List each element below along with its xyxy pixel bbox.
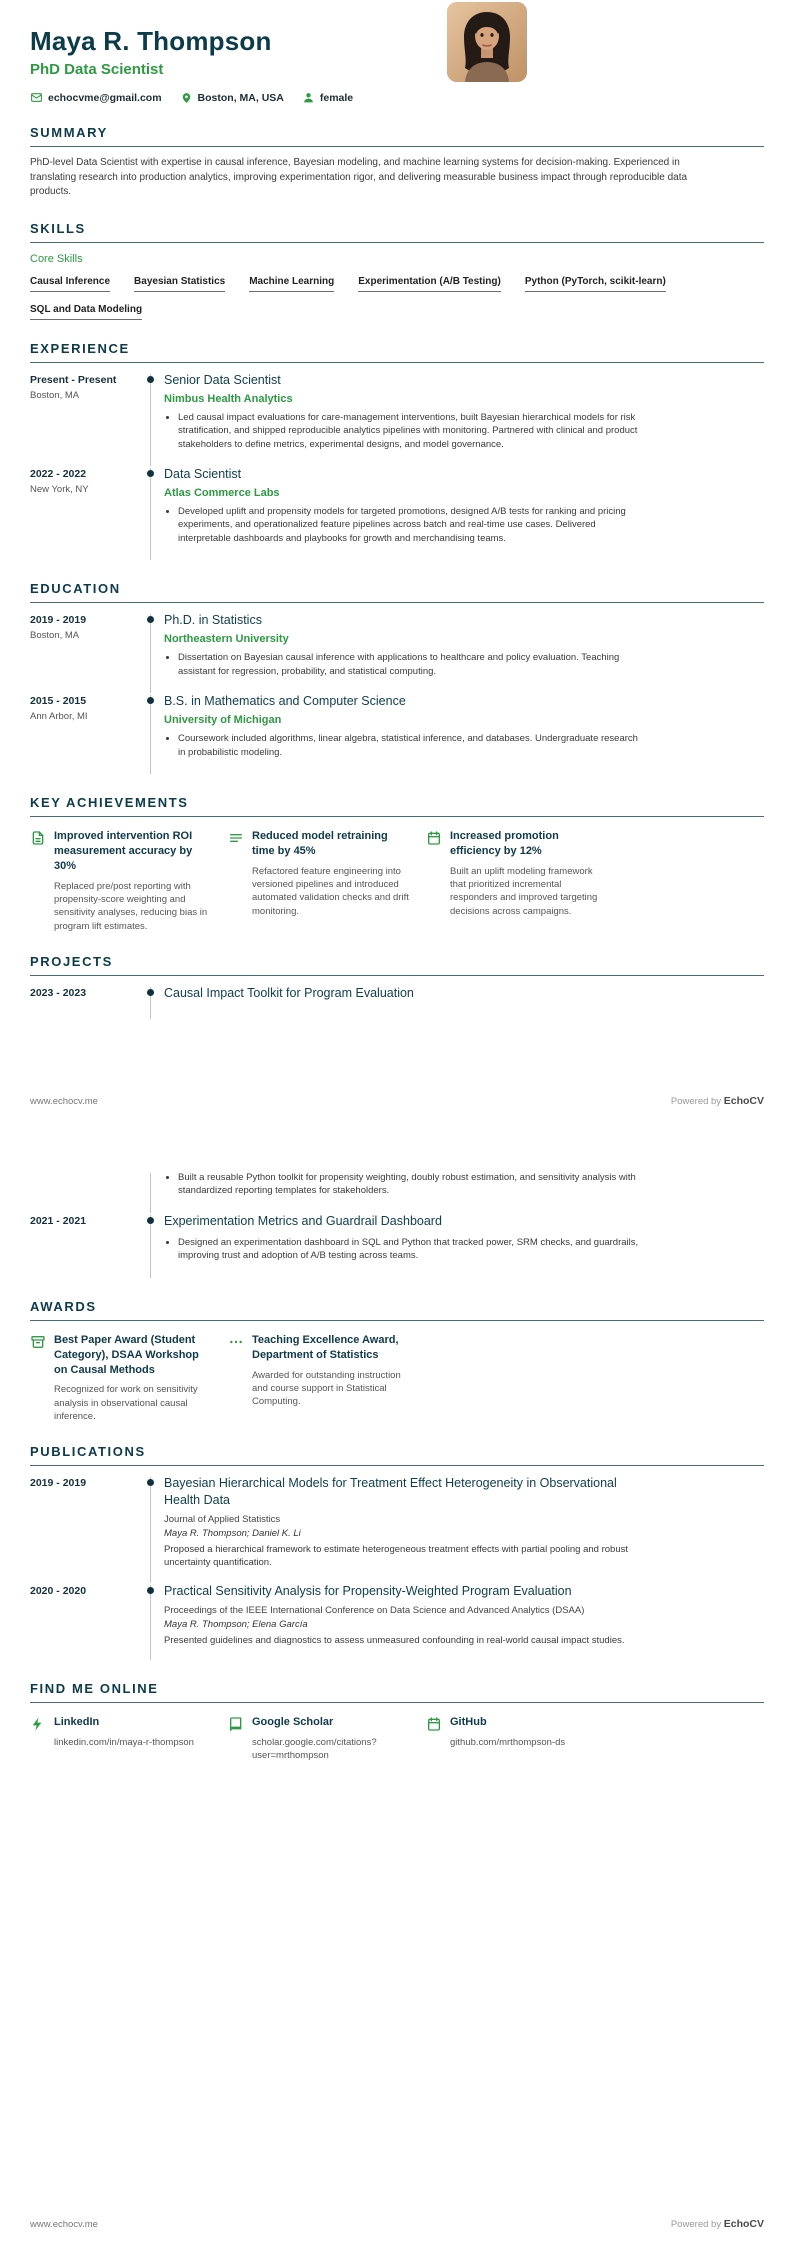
- skill-item: Machine Learning: [249, 276, 334, 292]
- lines-icon: [228, 829, 244, 933]
- online-grid: [30, 1715, 764, 1762]
- timeline-dot: [147, 1217, 154, 1224]
- company-name: Nimbus Health Analytics: [164, 392, 293, 405]
- degree-title: B.S. in Mathematics and Computer Science: [164, 694, 406, 709]
- footer-brand-link[interactable]: EchoCV: [723, 1095, 764, 1107]
- bullet: • Designed an experimentation dashboard in SQL and Python that tracked power, SRM checks, and guardrails, improving trust and adoption of A/B testing across teams.: [178, 1236, 642, 1263]
- page-footer: [30, 1095, 764, 1107]
- section-publications: [30, 1444, 764, 1660]
- portrait-illustration: [447, 2, 527, 82]
- award-title: Best Paper Award (Student Category), DSAA Workshop on Causal Methods: [54, 1333, 199, 1376]
- mail-icon: [30, 91, 43, 104]
- achievement-card: [228, 829, 410, 933]
- entry-dates: 2023 - 2023: [30, 986, 87, 999]
- experience-entry: [30, 466, 764, 560]
- person-name: Maya R. Thompson: [30, 26, 272, 56]
- entry-dates: 2019 - 2019: [30, 614, 87, 627]
- bullet: • Led causal impact evaluations for care-management interventions, built Bayesian hierarchical models for risk stratification, and shipped reproducible analytics pipelines with monitoring. Partnered with clinical and product stakeholders to define metrics, experimental designs, and model governance.: [178, 411, 642, 451]
- profile-photo: [447, 2, 527, 82]
- bullet-list: [164, 651, 642, 678]
- education-entry: [30, 693, 764, 774]
- contact-email-text: echocvme@gmail.com: [48, 91, 162, 104]
- bullet: • Dissertation on Bayesian causal inference with applications to healthcare and policy evaluation. Teaching assistant for regression, probability, and statistical computing.: [178, 651, 642, 678]
- timeline-dot: [147, 470, 154, 477]
- project-entry: [30, 985, 764, 1019]
- experience-entry: [30, 372, 764, 466]
- publication-text: Presented guidelines and diagnostics to assess unmeasured confounding in real-world causal impact studies.: [164, 1634, 625, 1646]
- timeline-dot: [147, 989, 154, 996]
- publication-venue: Journal of Applied Statistics: [164, 1513, 281, 1525]
- footer-site-link[interactable]: www.echocv.me: [30, 2219, 98, 2230]
- contact-location: [180, 91, 284, 104]
- contact-location-text: Boston, MA, USA: [197, 91, 284, 104]
- contact-email[interactable]: [30, 91, 162, 104]
- skills-list: [30, 276, 764, 320]
- publication-venue: Proceedings of the IEEE International Conference on Data Science and Advanced Analytics (DSAA): [164, 1604, 585, 1616]
- achievement-text: Replaced pre/post reporting with propensity-score weighting and sensitivity analyses, reducing bias in program lift estimates.: [54, 880, 208, 932]
- footer-brand-link[interactable]: EchoCV: [723, 2218, 764, 2230]
- achievement-card: [30, 829, 212, 933]
- achievement-title: Improved intervention ROI measurement accuracy by 30%: [54, 830, 193, 872]
- timeline-dot: [147, 697, 154, 704]
- find-me-online-heading: FIND ME ONLINE: [30, 1681, 764, 1703]
- publications-heading: PUBLICATIONS: [30, 1444, 764, 1466]
- timeline-rail: [138, 1171, 164, 1213]
- online-url[interactable]: github.com/mrthompson-ds: [450, 1737, 566, 1749]
- lightning-icon: [30, 1715, 46, 1762]
- section-projects: [30, 954, 764, 1019]
- job-title: Data Scientist: [164, 467, 242, 482]
- project-entry: [30, 1213, 764, 1278]
- entry-dates: 2015 - 2015: [30, 695, 87, 708]
- award-card: [228, 1333, 410, 1423]
- summary-text: PhD-level Data Scientist with expertise in causal inference, Bayesian modeling, and machine learning systems for decision-making. Experienced in translating research into production analytics, improving experimentation rigor, and delivering measurable business impact through reproducible data products.: [30, 157, 688, 198]
- bullet-list: [164, 411, 642, 451]
- online-item-google-scholar[interactable]: [228, 1715, 410, 1762]
- contact-gender: [302, 91, 353, 104]
- entry-location: New York, NY: [30, 484, 89, 496]
- award-text: Recognized for work on sensitivity analysis in observational causal inference.: [54, 1384, 198, 1422]
- bullet-list: [164, 732, 642, 759]
- skill-item: SQL and Data Modeling: [30, 304, 142, 320]
- entry-location: Ann Arbor, MI: [30, 711, 88, 723]
- publication-title: Practical Sensitivity Analysis for Propensity-Weighted Program Evaluation: [164, 1583, 572, 1598]
- timeline-rail: [138, 985, 164, 1019]
- header: [30, 0, 764, 104]
- award-card: [30, 1333, 212, 1423]
- footer-powered-text: Powered by: [670, 2219, 722, 2230]
- online-item-github[interactable]: [426, 1715, 608, 1762]
- projects-heading: PROJECTS: [30, 954, 764, 976]
- timeline-dot: [147, 376, 154, 383]
- timeline-rail: [138, 612, 164, 693]
- section-skills: [30, 221, 764, 320]
- section-awards: [30, 1299, 764, 1423]
- timeline-rail: [138, 1583, 164, 1660]
- entry-dates: Present - Present: [30, 373, 117, 386]
- calendar-icon: [426, 1715, 442, 1762]
- section-find-me-online: [30, 1681, 764, 1762]
- online-url[interactable]: scholar.google.com/citations?user=mrthompson: [252, 1737, 377, 1762]
- skill-item: Causal Inference: [30, 276, 110, 292]
- skills-heading: SKILLS: [30, 221, 764, 243]
- publication-entry: [30, 1583, 764, 1660]
- timeline-dot: [147, 1587, 154, 1594]
- footer-powered-text: Powered by: [670, 1096, 722, 1107]
- timeline-rail: [138, 1213, 164, 1278]
- timeline-dot: [147, 1479, 154, 1486]
- publication-text: Proposed a hierarchical framework to estimate heterogeneous treatment effects with partial pooling and robust uncertainty quantification.: [164, 1543, 628, 1569]
- entry-dates: 2019 - 2019: [30, 1477, 87, 1490]
- achievement-title: Reduced model retraining time by 45%: [252, 830, 388, 857]
- publication-title: Bayesian Hierarchical Models for Treatment Effect Heterogeneity in Observational Health Data: [164, 1476, 617, 1508]
- contact-row: [30, 91, 764, 104]
- achievements-grid: [30, 829, 764, 933]
- experience-heading: EXPERIENCE: [30, 341, 764, 363]
- achievements-heading: KEY ACHIEVEMENTS: [30, 795, 764, 817]
- publication-authors: Maya R. Thompson; Daniel K. Li: [164, 1527, 301, 1539]
- achievement-text: Refactored feature engineering into versioned pipelines and introduced automated validation checks and drift monitoring.: [252, 865, 409, 917]
- bullet: • Developed uplift and propensity models for targeted promotions, designed A/B tests for ranking and pricing experiments, and operationalized feature pipelines across batch and real-time use cases. Delivered interpretable dashboards and playbooks for growth and merchandising teams.: [178, 505, 642, 545]
- section-key-achievements: [30, 795, 764, 933]
- publication-authors: Maya R. Thompson; Elena García: [164, 1618, 308, 1630]
- online-item-linkedin[interactable]: [30, 1715, 212, 1762]
- person-job-title: PhD Data Scientist: [30, 61, 164, 78]
- degree-title: Ph.D. in Statistics: [164, 613, 262, 628]
- online-label[interactable]: Google Scholar: [252, 1716, 334, 1729]
- timeline-rail: [138, 1475, 164, 1583]
- contact-gender-text: female: [319, 91, 354, 104]
- footer-powered-by: [671, 2218, 764, 2230]
- skills-group-label: Core Skills: [30, 252, 83, 265]
- bullet: • Coursework included algorithms, linear algebra, statistical inference, and databases. Undergraduate research in probabilistic modeling.: [178, 732, 642, 759]
- entry-dates: 2021 - 2021: [30, 1214, 87, 1227]
- footer-powered-by: [671, 1095, 764, 1107]
- bullet: • Built a reusable Python toolkit for propensity weighting, doubly robust estimation, and sensitivity analysis with standardized reporting templates for stakeholders.: [178, 1171, 642, 1198]
- ellipsis-icon: [228, 1333, 244, 1423]
- award-title: Teaching Excellence Award, Department of Statistics: [252, 1333, 399, 1361]
- timeline-dot: [147, 616, 154, 623]
- school-name: University of Michigan: [164, 714, 282, 727]
- timeline-rail: [138, 693, 164, 774]
- award-text: Awarded for outstanding instruction and course support in Statistical Computing.: [252, 1369, 401, 1408]
- online-url[interactable]: linkedin.com/in/maya-r-thompson: [54, 1737, 194, 1749]
- achievement-card: [426, 829, 608, 933]
- project-entry-continued: [30, 1171, 764, 1213]
- person-icon: [302, 91, 315, 104]
- section-experience: [30, 341, 764, 561]
- resume-page-2: [0, 1123, 794, 2246]
- education-entry: [30, 612, 764, 693]
- skill-item: Python (PyTorch, scikit-learn): [525, 276, 666, 292]
- entry-dates: 2020 - 2020: [30, 1584, 87, 1597]
- bullet-list: [164, 505, 642, 545]
- section-education: [30, 581, 764, 774]
- timeline-rail: [138, 466, 164, 560]
- section-summary: [30, 125, 764, 200]
- school-name: Northeastern University: [164, 633, 289, 646]
- archive-box-icon: [30, 1333, 46, 1423]
- achievement-text: Built an uplift modeling framework that prioritized incremental responders and improved targeting decisions across campaigns.: [450, 865, 598, 917]
- bullet-list: [164, 1236, 642, 1263]
- footer-site-link[interactable]: www.echocv.me: [30, 1096, 98, 1107]
- awards-heading: AWARDS: [30, 1299, 764, 1321]
- online-label[interactable]: GitHub: [450, 1716, 487, 1729]
- timeline-rail: [138, 372, 164, 466]
- entry-dates: 2022 - 2022: [30, 468, 87, 481]
- education-heading: EDUCATION: [30, 581, 764, 603]
- skill-item: Bayesian Statistics: [134, 276, 225, 292]
- project-title: Experimentation Metrics and Guardrail Dashboard: [164, 1213, 442, 1228]
- summary-heading: SUMMARY: [30, 125, 764, 147]
- online-label[interactable]: LinkedIn: [54, 1716, 100, 1729]
- skill-item: Experimentation (A/B Testing): [358, 276, 501, 292]
- entry-location: Boston, MA: [30, 389, 80, 401]
- calendar-icon: [426, 829, 442, 933]
- location-pin-icon: [180, 91, 193, 104]
- project-title: Causal Impact Toolkit for Program Evaluation: [164, 985, 414, 1000]
- entry-location: Boston, MA: [30, 630, 80, 642]
- job-title: Senior Data Scientist: [164, 372, 281, 387]
- publication-entry: [30, 1475, 764, 1583]
- page-footer: [30, 2218, 764, 2230]
- bullet-list: [164, 1171, 642, 1198]
- book-icon: [228, 1715, 244, 1762]
- document-icon: [30, 829, 46, 933]
- awards-grid: [30, 1333, 764, 1423]
- company-name: Atlas Commerce Labs: [164, 486, 280, 499]
- achievement-title: Increased promotion efficiency by 12%: [450, 830, 559, 857]
